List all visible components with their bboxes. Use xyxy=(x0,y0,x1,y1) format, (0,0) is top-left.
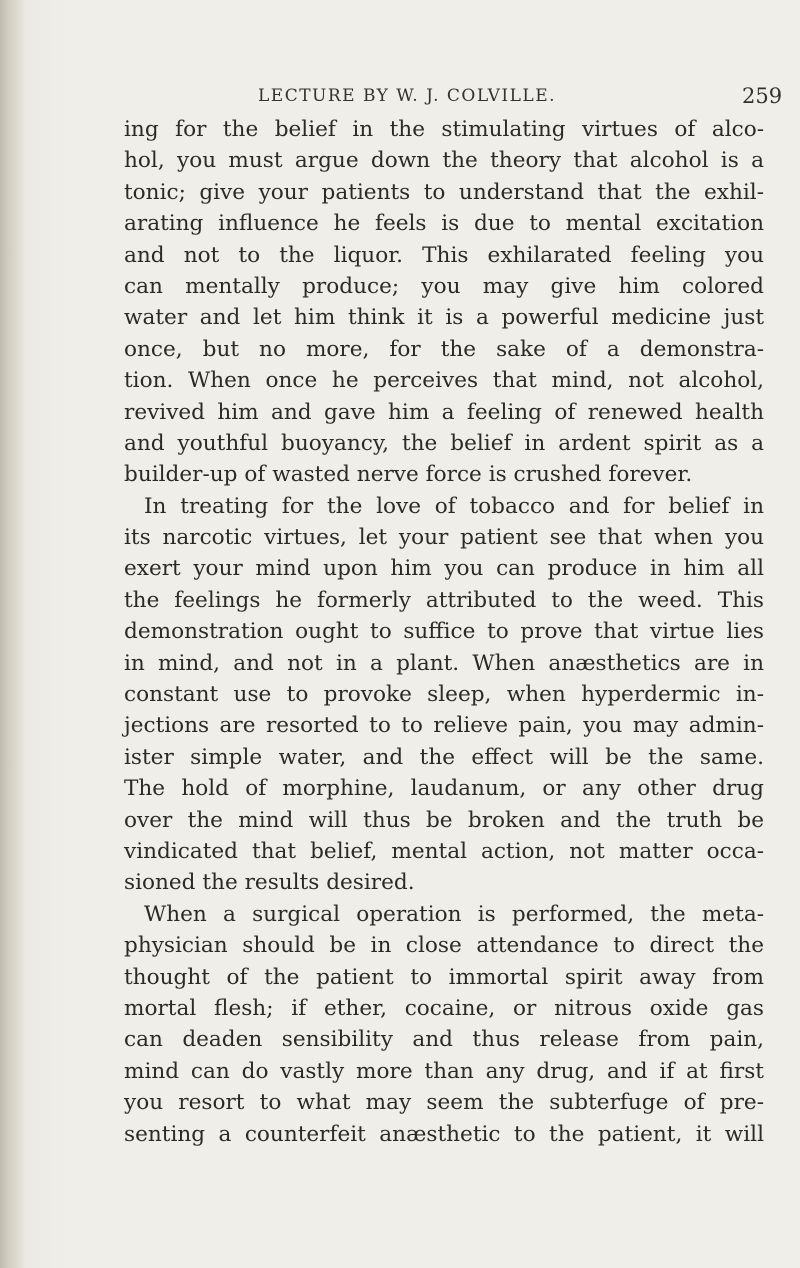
text-line: tion. When once he perceives that mind, not alcohol, xyxy=(124,368,764,394)
text-line: hol, you must argue down the theory that alcohol is a xyxy=(124,148,764,174)
text-line: ister simple water, and the effect will be the same. xyxy=(124,744,764,770)
text-line: ing for the belief in the stimulating virtues of alco- xyxy=(124,117,764,142)
text-line: senting a counterfeit anæsthetic to the patient, it will xyxy=(124,1121,764,1147)
paragraph-start-line: When a surgical operation is performed, the meta- xyxy=(144,901,764,927)
text-line: over the mind will thus be broken and the truth be xyxy=(124,807,764,833)
text-line: in mind, and not in a plant. When anæsthetics are in xyxy=(124,650,764,676)
page-binding-shadow xyxy=(0,0,24,1268)
text-line: can deaden sensibility and thus release from pain, xyxy=(124,1027,764,1053)
text-line: exert your mind upon him you can produce in him all xyxy=(124,556,764,582)
text-line: the feelings he formerly attributed to the weed. This xyxy=(124,587,764,613)
text-line: physician should be in close attendance to direct the xyxy=(124,933,764,959)
text-line: water and let him think it is a powerful medicine just xyxy=(124,305,764,331)
text-line: mortal flesh; if ether, cocaine, or nitrous oxide gas xyxy=(124,995,764,1021)
paragraph-start-line: In treating for the love of tobacco and for belief in xyxy=(144,493,764,519)
text-line: once, but no more, for the sake of a demonstra- xyxy=(124,336,764,362)
text-line: its narcotic virtues, let your patient see that when you xyxy=(124,525,764,551)
text-line: jections are resorted to to relieve pain, you may admin- xyxy=(124,713,764,739)
text-line: mind can do vastly more than any drug, and if at first xyxy=(124,1058,764,1084)
text-line: you resort to what may seem the subterfuge of pre- xyxy=(124,1090,764,1116)
running-head: LECTURE BY W. J. COLVILLE. xyxy=(258,86,557,106)
text-line: constant use to provoke sleep, when hyperdermic in- xyxy=(124,682,764,708)
text-line: builder-up of wasted nerve force is crushed forever. xyxy=(124,462,693,488)
text-line: arating influence he feels is due to mental excitation xyxy=(124,211,764,237)
text-line: tonic; give your patients to understand that the exhil- xyxy=(124,179,764,205)
text-line: and not to the liquor. This exhilarated feeling you xyxy=(124,242,764,268)
text-line: and youthful buoyancy, the belief in ardent spirit as a xyxy=(124,430,764,456)
text-line: vindicated that belief, mental action, not matter occa- xyxy=(124,838,764,864)
page-number: 259 xyxy=(742,84,783,108)
text-line: sioned the results desired. xyxy=(124,870,415,896)
page-header xyxy=(0,86,800,116)
text-line: revived him and gave him a feeling of renewed health xyxy=(124,399,764,425)
text-line: thought of the patient to immortal spirit away from xyxy=(124,964,764,990)
text-line: demonstration ought to suffice to prove that virtue lies xyxy=(124,619,764,645)
text-line: can mentally produce; you may give him colored xyxy=(124,273,764,299)
text-line: The hold of morphine, laudanum, or any other drug xyxy=(124,776,764,802)
body-text xyxy=(124,114,764,1150)
